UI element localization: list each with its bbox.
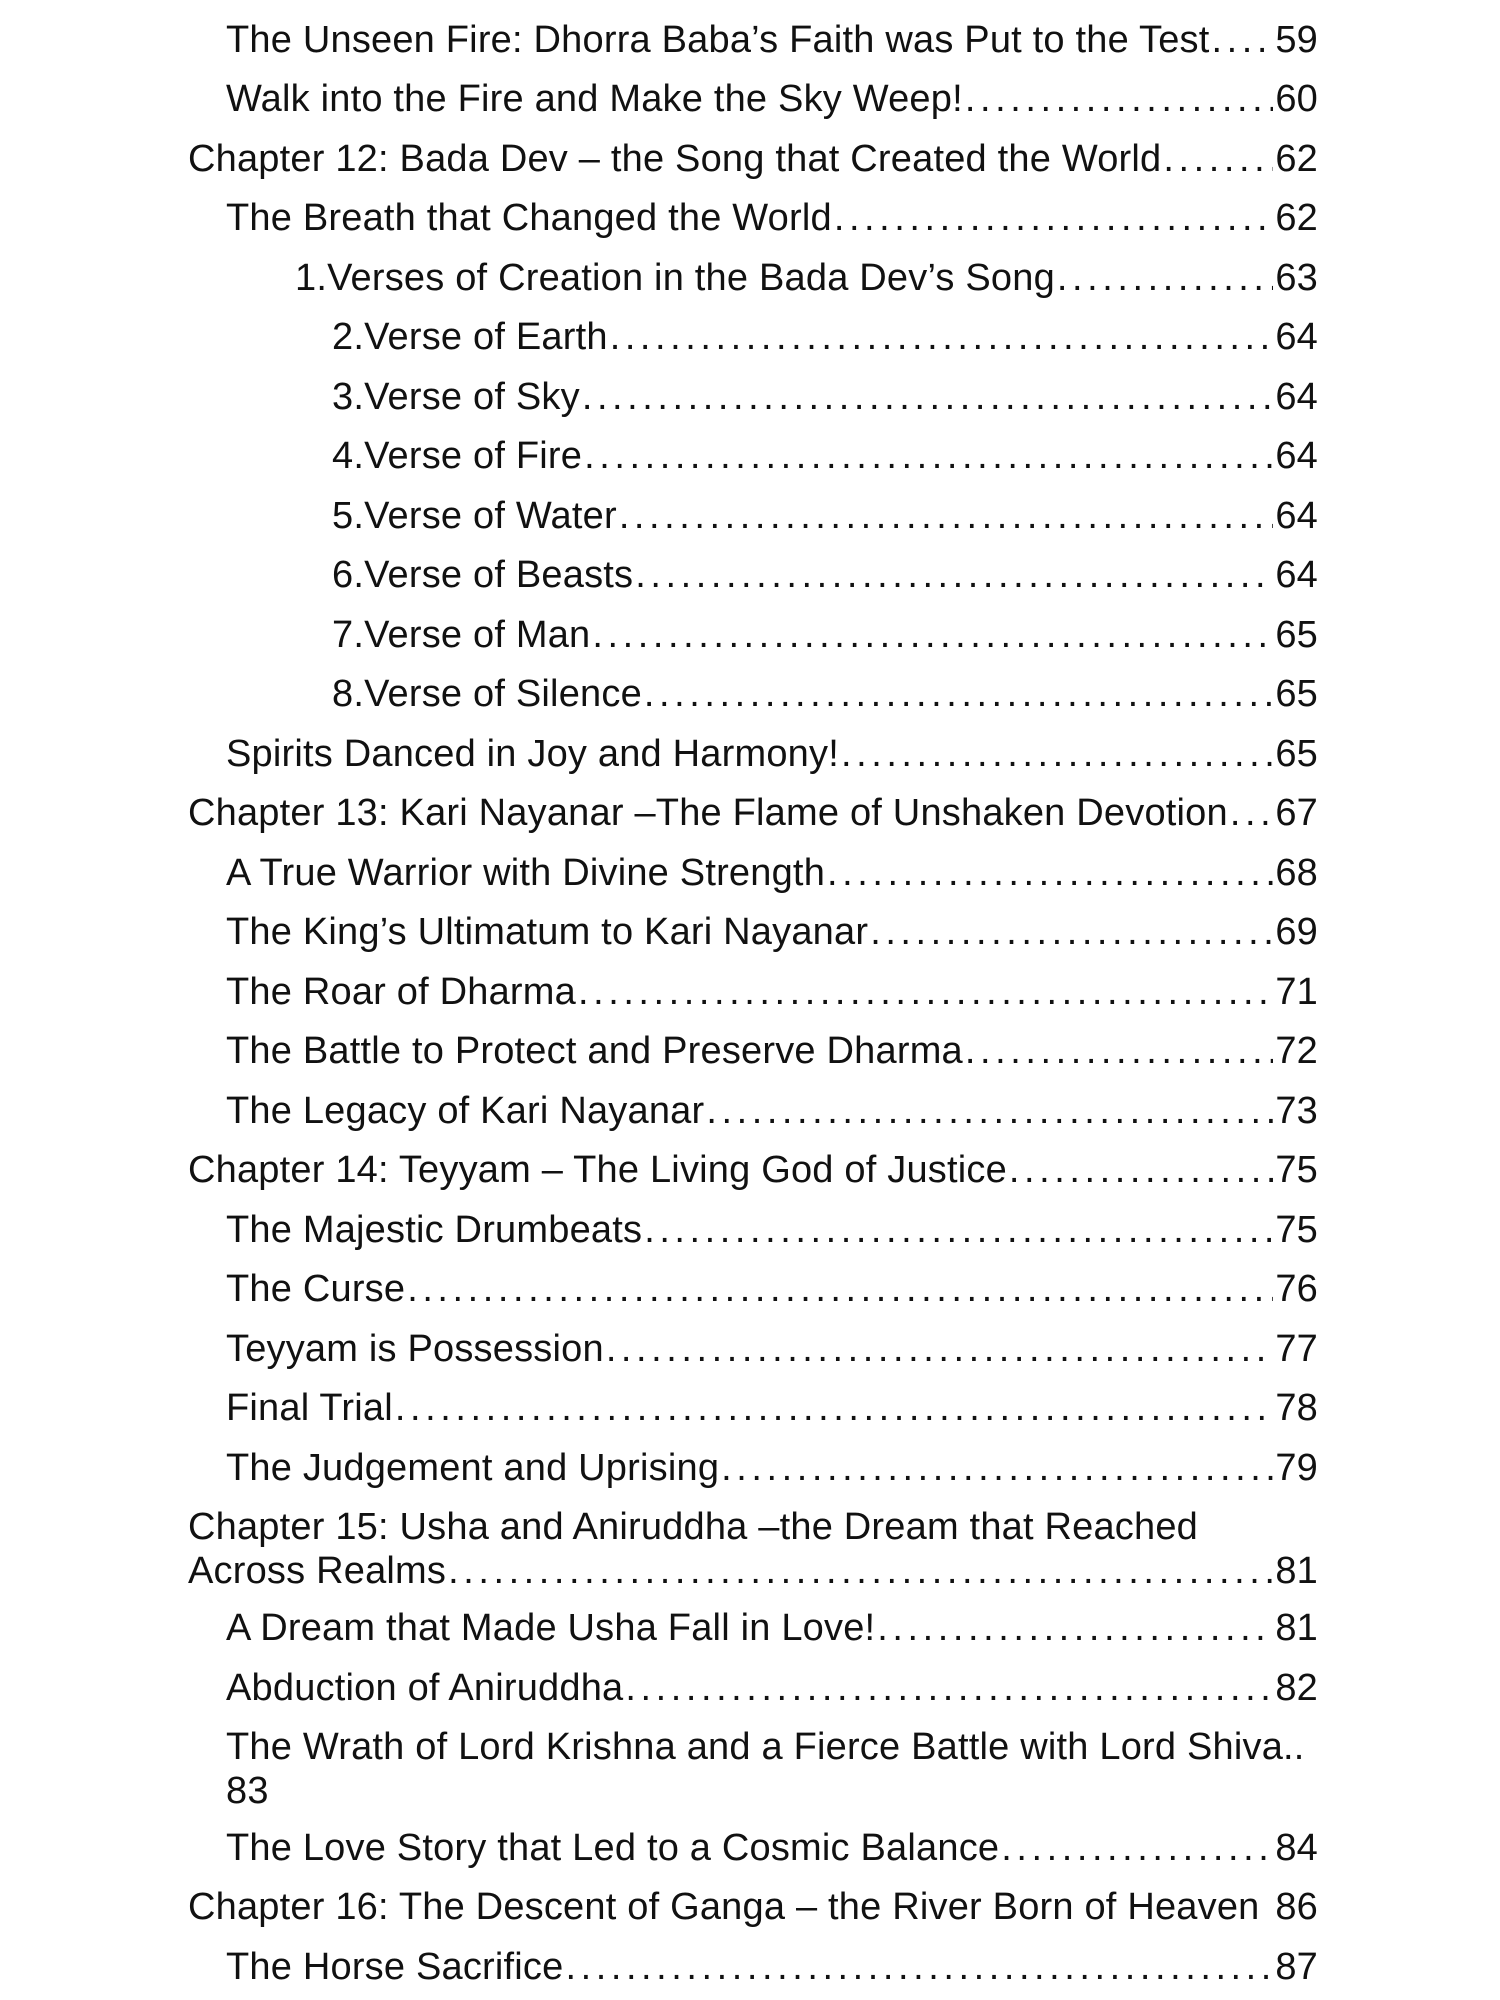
dot-leader bbox=[610, 315, 1274, 359]
toc-chapter-entry bbox=[188, 137, 1318, 181]
toc-entry-title: The Judgement and Uprising bbox=[226, 1447, 720, 1489]
toc-entry-title: Chapter 14: Teyyam – The Living God of Justice bbox=[188, 1149, 1007, 1191]
toc-entry-title: Walk into the Fire and Make the Sky Weep! bbox=[226, 78, 963, 120]
toc-entry-title: The King’s Ultimatum to Kari Nayanar bbox=[226, 911, 869, 953]
toc-entry-title: Chapter 12: Bada Dev – the Song that Created the World bbox=[188, 138, 1162, 180]
toc-entry-title: Verse of Earth bbox=[364, 316, 608, 358]
toc-numbered-entry bbox=[332, 672, 1318, 716]
toc-entry-title: Verse of Sky bbox=[364, 376, 580, 418]
toc-entry-title: Spirits Danced in Joy and Harmony! bbox=[226, 733, 839, 775]
dot-leader bbox=[1230, 791, 1273, 835]
toc-entry bbox=[226, 1446, 1318, 1490]
toc-entry-page: 87 bbox=[1275, 1946, 1318, 1988]
toc-entry-number: 7. bbox=[332, 614, 365, 656]
toc-entry-page: 64 bbox=[1275, 435, 1318, 477]
toc-entry-title: The Battle to Protect and Preserve Dharma bbox=[226, 1030, 963, 1072]
dot-leader bbox=[870, 910, 1273, 954]
dot-leader bbox=[877, 1606, 1273, 1650]
dot-leader bbox=[407, 1267, 1273, 1311]
toc-entry-title: The Breath that Changed the World bbox=[226, 197, 832, 239]
toc-entry-title: The Majestic Drumbeats bbox=[226, 1209, 643, 1251]
toc-entry-page: 71 bbox=[1275, 971, 1318, 1013]
dot-leader bbox=[841, 732, 1273, 776]
toc-entry bbox=[226, 1386, 1318, 1430]
toc-entry-page: 77 bbox=[1275, 1328, 1318, 1370]
dot-leader bbox=[965, 77, 1273, 121]
toc-entry-title: Teyyam is Possession bbox=[226, 1328, 604, 1370]
toc-entry-title: The Unseen Fire: Dhorra Baba’s Faith was Put to the Test bbox=[226, 19, 1210, 61]
toc-entry-page: 64 bbox=[1275, 554, 1318, 596]
toc-chapter-entry bbox=[188, 1148, 1318, 1192]
toc-entry-number: 6. bbox=[332, 554, 365, 596]
toc-entry-number: 1. bbox=[295, 257, 328, 299]
toc-entry-title: Across Realms bbox=[188, 1550, 447, 1592]
toc-entry-title: The Horse Sacrifice bbox=[226, 1946, 564, 1988]
toc-entry bbox=[226, 851, 1318, 895]
toc-entry-title: Verse of Beasts bbox=[364, 554, 634, 596]
toc-entry-number: 8. bbox=[332, 673, 365, 715]
toc-entry-title: Verses of Creation in the Bada Dev’s Song bbox=[327, 257, 1055, 299]
toc-entry bbox=[226, 196, 1318, 240]
toc-entry-page: 59 bbox=[1275, 19, 1318, 61]
toc-entry-page: 64 bbox=[1275, 316, 1318, 358]
toc-entry-page: 79 bbox=[1275, 1447, 1318, 1489]
dot-leader bbox=[619, 494, 1274, 538]
toc-entry-page: 65 bbox=[1275, 673, 1318, 715]
toc-entry-page: 82 bbox=[1275, 1667, 1318, 1709]
dot-leader bbox=[448, 1549, 1273, 1593]
toc-numbered-entry bbox=[295, 256, 1318, 300]
toc-entry-title: Final Trial bbox=[226, 1387, 393, 1429]
toc-entry-title-line: The Wrath of Lord Krishna and a Fierce Battle with Lord Shiva.. bbox=[226, 1726, 1305, 1768]
toc-entry-page: 67 bbox=[1275, 792, 1318, 834]
toc-entry-page: 72 bbox=[1275, 1030, 1318, 1072]
dot-leader bbox=[644, 672, 1273, 716]
toc-chapter-entry bbox=[188, 1885, 1318, 1929]
toc-entry-page: 62 bbox=[1275, 138, 1318, 180]
dot-leader bbox=[578, 970, 1273, 1014]
toc-entry-page: 83 bbox=[226, 1770, 269, 1812]
toc-entry-title: Verse of Fire bbox=[364, 435, 583, 477]
toc-entry bbox=[226, 1327, 1318, 1371]
dot-leader bbox=[1009, 1148, 1273, 1192]
toc-entry-page: 69 bbox=[1275, 911, 1318, 953]
dot-leader bbox=[644, 1208, 1273, 1252]
toc-entry-page: 81 bbox=[1275, 1550, 1318, 1592]
dot-leader bbox=[625, 1666, 1273, 1710]
toc-entry bbox=[226, 1089, 1318, 1133]
dot-leader bbox=[606, 1327, 1274, 1371]
toc-entry bbox=[226, 910, 1318, 954]
toc-entry-title: The Legacy of Kari Nayanar bbox=[226, 1090, 705, 1132]
toc-entry-title: Chapter 13: Kari Nayanar –The Flame of Unshaken Devotion bbox=[188, 792, 1228, 834]
toc-numbered-entry bbox=[332, 434, 1318, 478]
toc-entry-page: 63 bbox=[1275, 257, 1318, 299]
toc-entry bbox=[226, 732, 1318, 776]
dot-leader bbox=[706, 1089, 1273, 1133]
toc-entry-title: Abduction of Aniruddha bbox=[226, 1667, 624, 1709]
toc-entry-title: Verse of Man bbox=[364, 614, 591, 656]
toc-entry-number: 4. bbox=[332, 435, 365, 477]
toc-entry-page: 78 bbox=[1275, 1387, 1318, 1429]
toc-entry-title: Chapter 16: The Descent of Ganga – the River Born of Heaven bbox=[188, 1886, 1260, 1928]
toc-entry-title: The Love Story that Led to a Cosmic Balance bbox=[226, 1827, 1000, 1869]
toc-entry-title: The Curse bbox=[226, 1268, 406, 1310]
toc-entry-title: The Roar of Dharma bbox=[226, 971, 576, 1013]
toc-entry-page: 76 bbox=[1275, 1268, 1318, 1310]
dot-leader bbox=[1001, 1826, 1273, 1870]
toc-entry-title: Verse of Silence bbox=[364, 673, 642, 715]
toc-entry-page: 65 bbox=[1275, 733, 1318, 775]
toc-entry-page: 62 bbox=[1275, 197, 1318, 239]
toc-chapter-entry bbox=[188, 1505, 1318, 1593]
toc-entry-page: 86 bbox=[1275, 1886, 1318, 1928]
toc-chapter-entry bbox=[188, 791, 1318, 835]
dot-leader bbox=[827, 851, 1273, 895]
dot-leader bbox=[1212, 18, 1274, 62]
dot-leader bbox=[565, 1945, 1273, 1989]
toc-entry-page: 60 bbox=[1275, 78, 1318, 120]
toc-entry bbox=[226, 1945, 1318, 1989]
toc-entry-page: 84 bbox=[1275, 1827, 1318, 1869]
toc-entry-number: 5. bbox=[332, 495, 365, 537]
toc-entry-page: 73 bbox=[1275, 1090, 1318, 1132]
dot-leader bbox=[834, 196, 1274, 240]
toc-entry bbox=[226, 18, 1318, 62]
toc-numbered-entry bbox=[332, 494, 1318, 538]
toc-entry-page: 68 bbox=[1275, 852, 1318, 894]
dot-leader bbox=[582, 375, 1274, 419]
toc-entry-page: 81 bbox=[1275, 1607, 1318, 1649]
dot-leader bbox=[592, 613, 1273, 657]
toc-entry bbox=[226, 1029, 1318, 1073]
dot-leader bbox=[721, 1446, 1273, 1490]
toc-entry-title-line: Chapter 15: Usha and Aniruddha –the Dream that Reached bbox=[188, 1506, 1199, 1548]
toc-entry-page: 65 bbox=[1275, 614, 1318, 656]
toc-entry-page: 64 bbox=[1275, 495, 1318, 537]
toc-entry-title: A True Warrior with Divine Strength bbox=[226, 852, 826, 894]
dot-leader bbox=[584, 434, 1273, 478]
dot-leader bbox=[965, 1029, 1273, 1073]
toc-entry bbox=[226, 1666, 1318, 1710]
toc-entry-number: 2. bbox=[332, 316, 365, 358]
toc-entry bbox=[226, 1208, 1318, 1252]
toc-entry bbox=[226, 970, 1318, 1014]
toc-numbered-entry bbox=[332, 375, 1318, 419]
dot-leader bbox=[635, 553, 1273, 597]
toc-entry bbox=[226, 77, 1318, 121]
dot-leader bbox=[1057, 256, 1273, 300]
toc-numbered-entry bbox=[332, 613, 1318, 657]
toc-entry-number: 3. bbox=[332, 376, 365, 418]
toc-entry bbox=[226, 1267, 1318, 1311]
toc-entry-page: 75 bbox=[1275, 1209, 1318, 1251]
toc-entry-page: 64 bbox=[1275, 376, 1318, 418]
toc-entry bbox=[226, 1606, 1318, 1650]
toc-numbered-entry bbox=[332, 315, 1318, 359]
toc-entry bbox=[226, 1826, 1318, 1870]
toc-entry-title: Verse of Water bbox=[364, 495, 617, 537]
toc-numbered-entry bbox=[332, 553, 1318, 597]
toc-entry bbox=[226, 1725, 1318, 1813]
dot-leader bbox=[395, 1386, 1273, 1430]
dot-leader bbox=[1163, 137, 1273, 181]
toc-entry-title: A Dream that Made Usha Fall in Love! bbox=[226, 1607, 876, 1649]
toc-entry-page: 75 bbox=[1275, 1149, 1318, 1191]
